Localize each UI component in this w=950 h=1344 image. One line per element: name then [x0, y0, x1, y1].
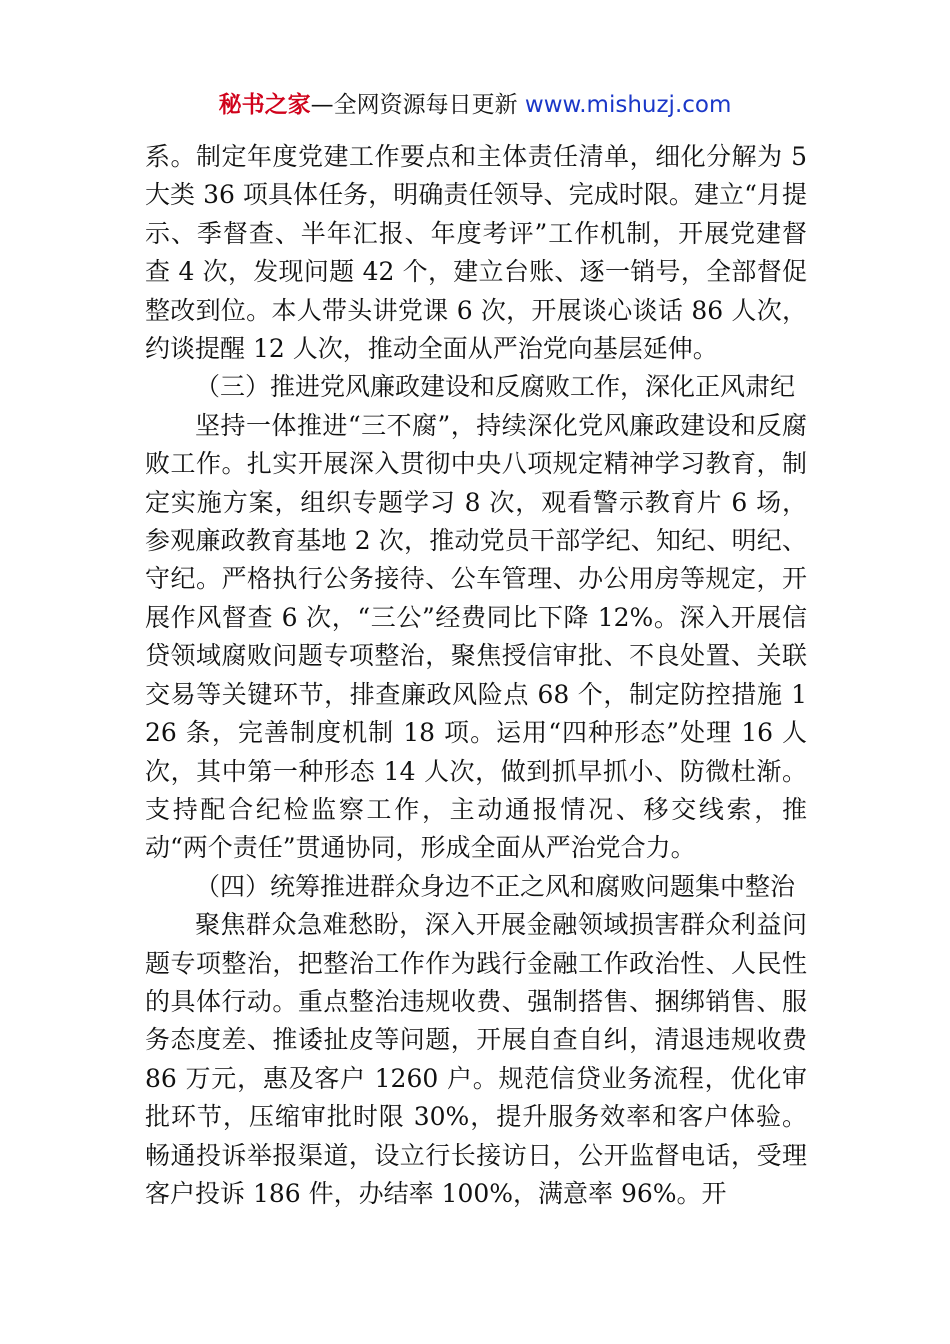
section-heading-4: （四）统筹推进群众身边不正之风和腐败问题集中整治	[195, 871, 796, 901]
paragraph-rectification: 聚焦群众急难愁盼，深入开展金融领域损害群众利益问题专项整治，把整治工作作为践行金融工作政治性、人民性的具体行动。重点整治违规收费、强制搭售、捆绑销售、服务态度差、推诿扯皮等问题，开展自查自纠，清退违规收费 86 万元，惠及客户 1260 户。规范信贷业务流程，优化审批环节，压缩审批时限 30%，提升服务效率和客户体验。畅通投诉举报渠道，设立行长接访日，公开监督电话，受理客户投诉 186 件，办结率 100%，满意率 96%。开	[145, 910, 807, 1208]
section-heading-3: （三）推进党风廉政建设和反腐败工作，深化正风肃纪	[195, 372, 796, 402]
site-header	[0, 88, 950, 122]
paragraph-continuation: 系。制定年度党建工作要点和主体责任清单，细化分解为 5 大类 36 项具体任务，明确责任领导、完成时限。建立“月提示、季督查、半年汇报、年度考评”工作机制，开展党建督查 4 次，发现问题 42 个，建立台账、逐一销号，全部督促整改到位。本人带头讲党课 6 次，开展谈心谈话 86 人次，约谈提醒 12 人次，推动全面从严治党向基层延伸。	[145, 142, 807, 364]
paragraph-integrity: 坚持一体推进“三不腐”，持续深化党风廉政建设和反腐败工作。扎实开展深入贯彻中央八项规定精神学习教育，制定实施方案，组织专题学习 8 次，观看警示教育片 6 场，参观廉政教育基地 2 次，推动党员干部学纪、知纪、明纪、守纪。严格执行公务接待、公车管理、办公用房等规定，开展作风督查 6 次，“三公”经费同比下降 12%。深入开展信贷领域腐败问题专项整治，聚焦授信审批、不良处置、关联交易等关键环节，排查廉政风险点 68 个，制定防控措施 126 条，完善制度机制 18 项。运用“四种形态”处理 16 人次，其中第一种形态 14 人次，做到抓早抓小、防微杜渐。支持配合纪检监察工作，主动通报情况、移交线索，推动“两个责任”贯通协同，形成全面从严治党合力。	[145, 410, 807, 863]
site-tagline: —全网资源每日更新	[310, 92, 518, 118]
document-body	[145, 138, 807, 1213]
site-brand: 秘书之家	[218, 92, 311, 118]
site-url-link[interactable]: www.mishuzj.com	[524, 92, 732, 118]
